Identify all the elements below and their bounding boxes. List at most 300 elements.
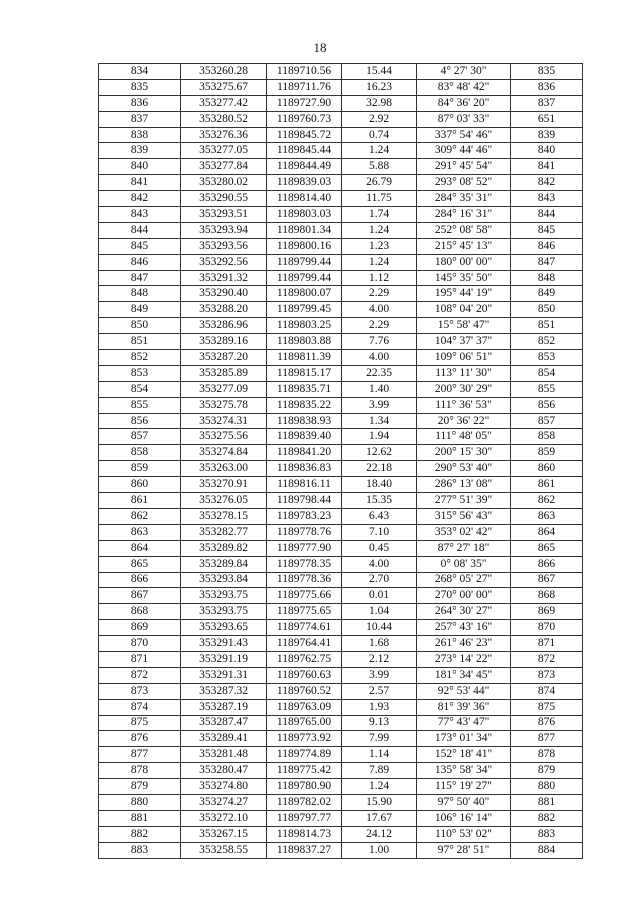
point-number-cell: 880 <box>99 794 181 810</box>
table-row <box>99 95 583 111</box>
distance-cell: 16.23 <box>342 79 417 95</box>
next-point-cell: 845 <box>511 222 583 238</box>
x-coordinate-cell: 353289.41 <box>181 731 267 747</box>
table-row <box>99 397 583 413</box>
point-number-cell: 862 <box>99 508 181 524</box>
bearing-cell: 284° 35' 31" <box>417 191 511 207</box>
table-row <box>99 159 583 175</box>
x-coordinate-cell: 353277.09 <box>181 381 267 397</box>
point-number-cell: 879 <box>99 779 181 795</box>
distance-cell: 1.24 <box>342 222 417 238</box>
next-point-cell: 866 <box>511 556 583 572</box>
point-number-cell: 851 <box>99 334 181 350</box>
bearing-cell: 252° 08' 58" <box>417 222 511 238</box>
point-number-cell: 834 <box>99 64 181 80</box>
distance-cell: 1.24 <box>342 779 417 795</box>
point-number-cell: 839 <box>99 143 181 159</box>
x-coordinate-cell: 353276.36 <box>181 127 267 143</box>
distance-cell: 12.62 <box>342 445 417 461</box>
next-point-cell: 880 <box>511 779 583 795</box>
table-row <box>99 127 583 143</box>
bearing-cell: 200° 30' 29" <box>417 381 511 397</box>
table-row <box>99 302 583 318</box>
point-number-cell: 854 <box>99 381 181 397</box>
distance-cell: 1.00 <box>342 842 417 858</box>
table-row <box>99 286 583 302</box>
point-number-cell: 876 <box>99 731 181 747</box>
bearing-cell: 135° 58' 34" <box>417 763 511 779</box>
bearing-cell: 268° 05' 27" <box>417 572 511 588</box>
y-coordinate-cell: 1189803.03 <box>267 207 342 223</box>
next-point-cell: 837 <box>511 95 583 111</box>
x-coordinate-cell: 353277.84 <box>181 159 267 175</box>
x-coordinate-cell: 353293.51 <box>181 207 267 223</box>
next-point-cell: 842 <box>511 175 583 191</box>
table-row <box>99 763 583 779</box>
bearing-cell: 4° 27' 30" <box>417 64 511 80</box>
distance-cell: 1.68 <box>342 636 417 652</box>
y-coordinate-cell: 1189774.89 <box>267 747 342 763</box>
point-number-cell: 883 <box>99 842 181 858</box>
y-coordinate-cell: 1189845.72 <box>267 127 342 143</box>
next-point-cell: 859 <box>511 445 583 461</box>
coordinates-table-body <box>99 64 583 859</box>
y-coordinate-cell: 1189811.39 <box>267 350 342 366</box>
x-coordinate-cell: 353290.55 <box>181 191 267 207</box>
y-coordinate-cell: 1189778.35 <box>267 556 342 572</box>
next-point-cell: 857 <box>511 413 583 429</box>
next-point-cell: 843 <box>511 191 583 207</box>
bearing-cell: 104° 37' 37" <box>417 334 511 350</box>
y-coordinate-cell: 1189836.83 <box>267 461 342 477</box>
distance-cell: 7.10 <box>342 524 417 540</box>
distance-cell: 0.74 <box>342 127 417 143</box>
y-coordinate-cell: 1189710.56 <box>267 64 342 80</box>
x-coordinate-cell: 353270.91 <box>181 477 267 493</box>
x-coordinate-cell: 353287.19 <box>181 699 267 715</box>
y-coordinate-cell: 1189845.44 <box>267 143 342 159</box>
point-number-cell: 848 <box>99 286 181 302</box>
next-point-cell: 864 <box>511 524 583 540</box>
distance-cell: 7.89 <box>342 763 417 779</box>
next-point-cell: 878 <box>511 747 583 763</box>
y-coordinate-cell: 1189727.90 <box>267 95 342 111</box>
x-coordinate-cell: 353288.20 <box>181 302 267 318</box>
y-coordinate-cell: 1189799.45 <box>267 302 342 318</box>
distance-cell: 7.76 <box>342 334 417 350</box>
next-point-cell: 874 <box>511 683 583 699</box>
table-row <box>99 429 583 445</box>
point-number-cell: 847 <box>99 270 181 286</box>
distance-cell: 2.29 <box>342 318 417 334</box>
y-coordinate-cell: 1189778.36 <box>267 572 342 588</box>
table-row <box>99 572 583 588</box>
distance-cell: 1.12 <box>342 270 417 286</box>
bearing-cell: 77° 43' 47" <box>417 715 511 731</box>
bearing-cell: 270° 00' 00" <box>417 588 511 604</box>
distance-cell: 3.99 <box>342 397 417 413</box>
point-number-cell: 871 <box>99 651 181 667</box>
point-number-cell: 874 <box>99 699 181 715</box>
next-point-cell: 870 <box>511 620 583 636</box>
table-row <box>99 254 583 270</box>
distance-cell: 18.40 <box>342 477 417 493</box>
y-coordinate-cell: 1189775.42 <box>267 763 342 779</box>
x-coordinate-cell: 353293.94 <box>181 222 267 238</box>
y-coordinate-cell: 1189814.40 <box>267 191 342 207</box>
table-row <box>99 222 583 238</box>
next-point-cell: 881 <box>511 794 583 810</box>
x-coordinate-cell: 353263.00 <box>181 461 267 477</box>
bearing-cell: 110° 53' 02" <box>417 826 511 842</box>
table-row <box>99 413 583 429</box>
y-coordinate-cell: 1189815.17 <box>267 365 342 381</box>
distance-cell: 1.40 <box>342 381 417 397</box>
y-coordinate-cell: 1189799.44 <box>267 270 342 286</box>
point-number-cell: 872 <box>99 667 181 683</box>
bearing-cell: 87° 27' 18" <box>417 540 511 556</box>
y-coordinate-cell: 1189764.41 <box>267 636 342 652</box>
table-row <box>99 175 583 191</box>
point-number-cell: 859 <box>99 461 181 477</box>
next-point-cell: 835 <box>511 64 583 80</box>
distance-cell: 1.14 <box>342 747 417 763</box>
table-row <box>99 842 583 858</box>
bearing-cell: 111° 36' 53" <box>417 397 511 413</box>
bearing-cell: 291° 45' 54" <box>417 159 511 175</box>
y-coordinate-cell: 1189760.73 <box>267 111 342 127</box>
x-coordinate-cell: 353293.65 <box>181 620 267 636</box>
point-number-cell: 867 <box>99 588 181 604</box>
table-row <box>99 699 583 715</box>
distance-cell: 3.99 <box>342 667 417 683</box>
distance-cell: 4.00 <box>342 556 417 572</box>
next-point-cell: 856 <box>511 397 583 413</box>
x-coordinate-cell: 353291.31 <box>181 667 267 683</box>
next-point-cell: 844 <box>511 207 583 223</box>
point-number-cell: 877 <box>99 747 181 763</box>
distance-cell: 17.67 <box>342 810 417 826</box>
y-coordinate-cell: 1189814.73 <box>267 826 342 842</box>
distance-cell: 1.04 <box>342 604 417 620</box>
next-point-cell: 849 <box>511 286 583 302</box>
x-coordinate-cell: 353290.40 <box>181 286 267 302</box>
y-coordinate-cell: 1189798.44 <box>267 493 342 509</box>
point-number-cell: 836 <box>99 95 181 111</box>
point-number-cell: 873 <box>99 683 181 699</box>
y-coordinate-cell: 1189839.40 <box>267 429 342 445</box>
distance-cell: 22.18 <box>342 461 417 477</box>
next-point-cell: 852 <box>511 334 583 350</box>
bearing-cell: 173° 01' 34" <box>417 731 511 747</box>
point-number-cell: 842 <box>99 191 181 207</box>
table-row <box>99 731 583 747</box>
x-coordinate-cell: 353278.15 <box>181 508 267 524</box>
y-coordinate-cell: 1189835.71 <box>267 381 342 397</box>
distance-cell: 6.43 <box>342 508 417 524</box>
y-coordinate-cell: 1189838.93 <box>267 413 342 429</box>
y-coordinate-cell: 1189778.76 <box>267 524 342 540</box>
bearing-cell: 84° 36' 20" <box>417 95 511 111</box>
x-coordinate-cell: 353289.82 <box>181 540 267 556</box>
distance-cell: 1.23 <box>342 238 417 254</box>
table-row <box>99 270 583 286</box>
distance-cell: 1.94 <box>342 429 417 445</box>
y-coordinate-cell: 1189841.20 <box>267 445 342 461</box>
next-point-cell: 848 <box>511 270 583 286</box>
point-number-cell: 838 <box>99 127 181 143</box>
next-point-cell: 840 <box>511 143 583 159</box>
next-point-cell: 875 <box>511 699 583 715</box>
distance-cell: 24.12 <box>342 826 417 842</box>
point-number-cell: 849 <box>99 302 181 318</box>
x-coordinate-cell: 353282.77 <box>181 524 267 540</box>
bearing-cell: 152° 18' 41" <box>417 747 511 763</box>
x-coordinate-cell: 353286.96 <box>181 318 267 334</box>
point-number-cell: 860 <box>99 477 181 493</box>
next-point-cell: 855 <box>511 381 583 397</box>
point-number-cell: 863 <box>99 524 181 540</box>
distance-cell: 0.01 <box>342 588 417 604</box>
next-point-cell: 841 <box>511 159 583 175</box>
table-row <box>99 461 583 477</box>
distance-cell: 1.93 <box>342 699 417 715</box>
next-point-cell: 882 <box>511 810 583 826</box>
x-coordinate-cell: 353277.05 <box>181 143 267 159</box>
table-row <box>99 636 583 652</box>
bearing-cell: 315° 56' 43" <box>417 508 511 524</box>
y-coordinate-cell: 1189760.52 <box>267 683 342 699</box>
bearing-cell: 215° 45' 13" <box>417 238 511 254</box>
point-number-cell: 869 <box>99 620 181 636</box>
y-coordinate-cell: 1189782.02 <box>267 794 342 810</box>
next-point-cell: 863 <box>511 508 583 524</box>
distance-cell: 2.12 <box>342 651 417 667</box>
distance-cell: 1.34 <box>342 413 417 429</box>
table-row <box>99 445 583 461</box>
next-point-cell: 877 <box>511 731 583 747</box>
y-coordinate-cell: 1189774.61 <box>267 620 342 636</box>
bearing-cell: 20° 36' 22" <box>417 413 511 429</box>
distance-cell: 9.13 <box>342 715 417 731</box>
x-coordinate-cell: 353280.47 <box>181 763 267 779</box>
y-coordinate-cell: 1189762.75 <box>267 651 342 667</box>
x-coordinate-cell: 353277.42 <box>181 95 267 111</box>
table-row <box>99 191 583 207</box>
table-row <box>99 826 583 842</box>
next-point-cell: 853 <box>511 350 583 366</box>
next-point-cell: 651 <box>511 111 583 127</box>
x-coordinate-cell: 353280.52 <box>181 111 267 127</box>
bearing-cell: 15° 58' 47" <box>417 318 511 334</box>
x-coordinate-cell: 353291.32 <box>181 270 267 286</box>
x-coordinate-cell: 353281.48 <box>181 747 267 763</box>
table-row <box>99 508 583 524</box>
y-coordinate-cell: 1189803.25 <box>267 318 342 334</box>
bearing-cell: 180° 00' 00" <box>417 254 511 270</box>
point-number-cell: 841 <box>99 175 181 191</box>
distance-cell: 22.35 <box>342 365 417 381</box>
bearing-cell: 92° 53' 44" <box>417 683 511 699</box>
next-point-cell: 868 <box>511 588 583 604</box>
bearing-cell: 273° 14' 22" <box>417 651 511 667</box>
table-row <box>99 715 583 731</box>
next-point-cell: 846 <box>511 238 583 254</box>
bearing-cell: 195° 44' 19" <box>417 286 511 302</box>
x-coordinate-cell: 353293.75 <box>181 588 267 604</box>
point-number-cell: 856 <box>99 413 181 429</box>
distance-cell: 2.92 <box>342 111 417 127</box>
table-row <box>99 207 583 223</box>
next-point-cell: 862 <box>511 493 583 509</box>
bearing-cell: 97° 50' 40" <box>417 794 511 810</box>
next-point-cell: 884 <box>511 842 583 858</box>
x-coordinate-cell: 353272.10 <box>181 810 267 826</box>
table-row <box>99 651 583 667</box>
table-row <box>99 779 583 795</box>
distance-cell: 15.35 <box>342 493 417 509</box>
bearing-cell: 113° 11' 30" <box>417 365 511 381</box>
next-point-cell: 858 <box>511 429 583 445</box>
x-coordinate-cell: 353289.84 <box>181 556 267 572</box>
x-coordinate-cell: 353285.89 <box>181 365 267 381</box>
next-point-cell: 871 <box>511 636 583 652</box>
bearing-cell: 293° 08' 52" <box>417 175 511 191</box>
distance-cell: 4.00 <box>342 350 417 366</box>
distance-cell: 10.44 <box>342 620 417 636</box>
next-point-cell: 850 <box>511 302 583 318</box>
bearing-cell: 337° 54' 46" <box>417 127 511 143</box>
point-number-cell: 837 <box>99 111 181 127</box>
point-number-cell: 878 <box>99 763 181 779</box>
point-number-cell: 840 <box>99 159 181 175</box>
distance-cell: 1.24 <box>342 254 417 270</box>
bearing-cell: 115° 19' 27" <box>417 779 511 795</box>
x-coordinate-cell: 353280.02 <box>181 175 267 191</box>
table-row <box>99 810 583 826</box>
distance-cell: 2.29 <box>342 286 417 302</box>
y-coordinate-cell: 1189803.88 <box>267 334 342 350</box>
table-row <box>99 493 583 509</box>
point-number-cell: 844 <box>99 222 181 238</box>
y-coordinate-cell: 1189844.49 <box>267 159 342 175</box>
bearing-cell: 261° 46' 23" <box>417 636 511 652</box>
distance-cell: 15.44 <box>342 64 417 80</box>
x-coordinate-cell: 353293.56 <box>181 238 267 254</box>
y-coordinate-cell: 1189799.44 <box>267 254 342 270</box>
x-coordinate-cell: 353275.78 <box>181 397 267 413</box>
page-number: 18 <box>313 40 327 55</box>
x-coordinate-cell: 353274.84 <box>181 445 267 461</box>
table-row <box>99 477 583 493</box>
next-point-cell: 861 <box>511 477 583 493</box>
point-number-cell: 846 <box>99 254 181 270</box>
table-row <box>99 111 583 127</box>
bearing-cell: 277° 51' 39" <box>417 493 511 509</box>
distance-cell: 1.24 <box>342 143 417 159</box>
y-coordinate-cell: 1189839.03 <box>267 175 342 191</box>
table-row <box>99 350 583 366</box>
bearing-cell: 264° 30' 27" <box>417 604 511 620</box>
y-coordinate-cell: 1189760.63 <box>267 667 342 683</box>
next-point-cell: 867 <box>511 572 583 588</box>
table-row <box>99 334 583 350</box>
y-coordinate-cell: 1189835.22 <box>267 397 342 413</box>
y-coordinate-cell: 1189773.92 <box>267 731 342 747</box>
point-number-cell: 861 <box>99 493 181 509</box>
table-row <box>99 667 583 683</box>
table-row <box>99 79 583 95</box>
bearing-cell: 83° 48' 42" <box>417 79 511 95</box>
distance-cell: 7.99 <box>342 731 417 747</box>
distance-cell: 0.45 <box>342 540 417 556</box>
coordinates-table <box>98 63 583 859</box>
y-coordinate-cell: 1189800.07 <box>267 286 342 302</box>
x-coordinate-cell: 353267.15 <box>181 826 267 842</box>
next-point-cell: 876 <box>511 715 583 731</box>
next-point-cell: 851 <box>511 318 583 334</box>
x-coordinate-cell: 353287.20 <box>181 350 267 366</box>
distance-cell: 4.00 <box>342 302 417 318</box>
y-coordinate-cell: 1189783.23 <box>267 508 342 524</box>
y-coordinate-cell: 1189780.90 <box>267 779 342 795</box>
next-point-cell: 872 <box>511 651 583 667</box>
x-coordinate-cell: 353291.43 <box>181 636 267 652</box>
table-row <box>99 143 583 159</box>
y-coordinate-cell: 1189800.16 <box>267 238 342 254</box>
distance-cell: 1.74 <box>342 207 417 223</box>
x-coordinate-cell: 353276.05 <box>181 493 267 509</box>
point-number-cell: 845 <box>99 238 181 254</box>
x-coordinate-cell: 353287.47 <box>181 715 267 731</box>
next-point-cell: 883 <box>511 826 583 842</box>
distance-cell: 11.75 <box>342 191 417 207</box>
point-number-cell: 870 <box>99 636 181 652</box>
bearing-cell: 181° 34' 45" <box>417 667 511 683</box>
y-coordinate-cell: 1189775.65 <box>267 604 342 620</box>
table-row <box>99 381 583 397</box>
table-row <box>99 540 583 556</box>
point-number-cell: 868 <box>99 604 181 620</box>
table-row <box>99 683 583 699</box>
y-coordinate-cell: 1189711.76 <box>267 79 342 95</box>
x-coordinate-cell: 353289.16 <box>181 334 267 350</box>
x-coordinate-cell: 353287.32 <box>181 683 267 699</box>
x-coordinate-cell: 353291.19 <box>181 651 267 667</box>
point-number-cell: 865 <box>99 556 181 572</box>
next-point-cell: 873 <box>511 667 583 683</box>
table-row <box>99 365 583 381</box>
bearing-cell: 257° 43' 16" <box>417 620 511 636</box>
point-number-cell: 875 <box>99 715 181 731</box>
y-coordinate-cell: 1189777.90 <box>267 540 342 556</box>
bearing-cell: 108° 04' 20" <box>417 302 511 318</box>
y-coordinate-cell: 1189801.34 <box>267 222 342 238</box>
bearing-cell: 81° 39' 36" <box>417 699 511 715</box>
x-coordinate-cell: 353258.55 <box>181 842 267 858</box>
bearing-cell: 109° 06' 51" <box>417 350 511 366</box>
point-number-cell: 843 <box>99 207 181 223</box>
bearing-cell: 200° 15' 30" <box>417 445 511 461</box>
table-row <box>99 64 583 80</box>
table-row <box>99 556 583 572</box>
x-coordinate-cell: 353274.27 <box>181 794 267 810</box>
next-point-cell: 854 <box>511 365 583 381</box>
table-row <box>99 747 583 763</box>
table-row <box>99 794 583 810</box>
bearing-cell: 111° 48' 05" <box>417 429 511 445</box>
table-row <box>99 318 583 334</box>
